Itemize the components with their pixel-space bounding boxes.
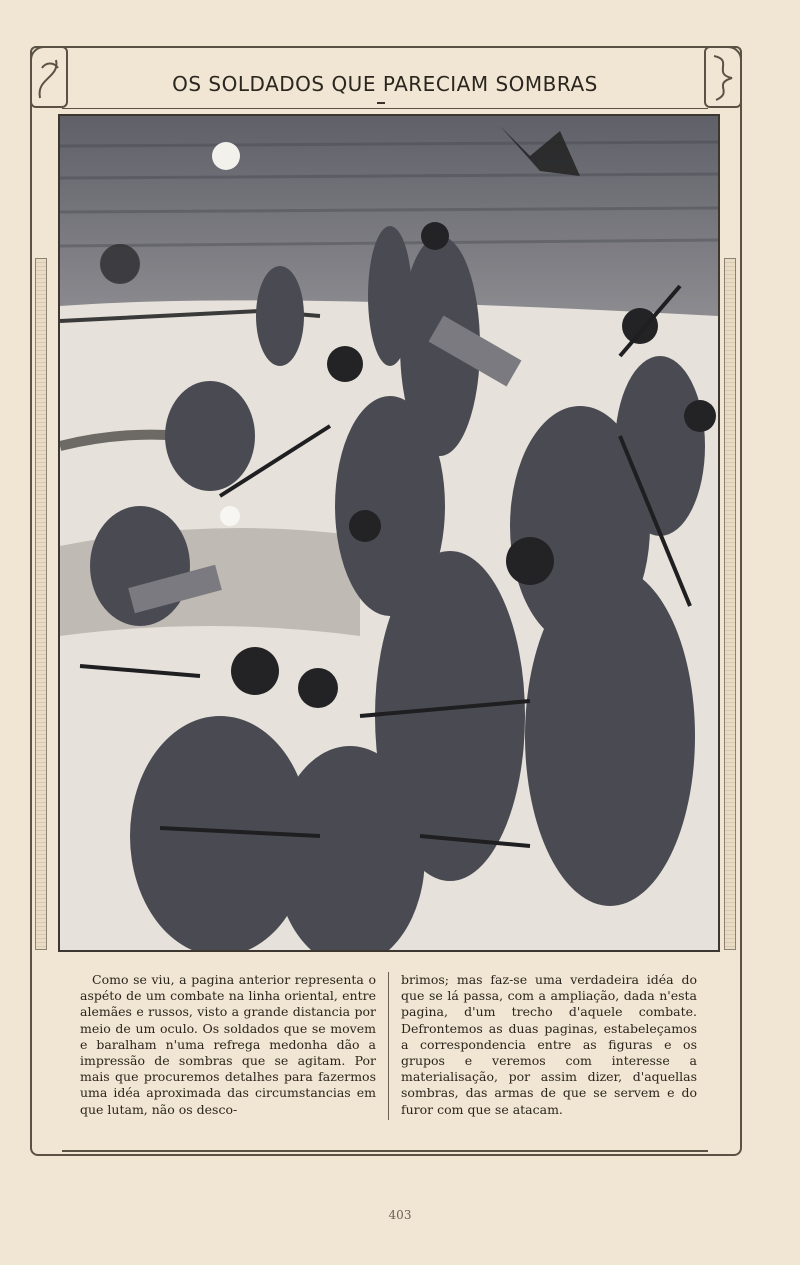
caption-column-right: brimos; mas faz-se uma verdadeira idéa do que se lá passa, com a ampliação, dada n'esta pagina, d'um trecho d'aquele combate. Defrontemos as duas paginas, estabeleçamos a correspondencia entre as figuras e os grupos e veremos com interesse a materialisação, por assim dizer, d'aquellas sombras, das armas de que se servem e do furor com que se atacam. xyxy=(401,972,697,1117)
caption-column-left: Como se viu, a pagina anterior representa o aspéto de um combate na linha oriental, entre alemães e russos, visto a grande distancia por meio de um oculo. Os soldados que se movem e baralham n'uma refrega medonha dão a impressão de sombras que se agitam. Por mais que procuremos detalhes para fazermos uma idéa aproximada das circumstancias em que lutam, não os desco- xyxy=(80,972,376,1117)
side-ornament-left xyxy=(35,258,47,950)
title-ornament xyxy=(377,102,385,104)
corner-ornament-right xyxy=(704,46,742,108)
side-ornament-right xyxy=(724,258,736,950)
battle-illustration xyxy=(58,114,720,952)
page-number: 403 xyxy=(388,1208,412,1222)
explosion xyxy=(100,244,140,284)
shell-explosion xyxy=(500,126,580,176)
frame-bottom-rule xyxy=(62,1150,708,1152)
title-band xyxy=(62,52,708,109)
page-title: OS SOLDADOS QUE PARECIAM SOMBRAS xyxy=(172,72,598,96)
column-divider xyxy=(388,972,389,1120)
smoke-burst xyxy=(212,142,240,170)
